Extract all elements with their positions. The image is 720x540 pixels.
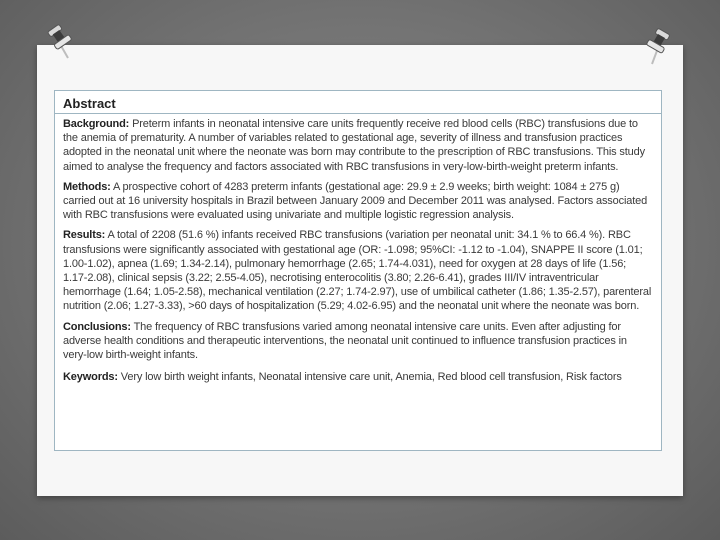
methods-section bbox=[63, 180, 653, 223]
keywords-heading: Keywords: bbox=[63, 371, 118, 384]
conclusions-text: The frequency of RBC transfusions varied among neonatal intensive care units. Even after adjusting for adverse health conditions and therapeutic interventions, the neonatal unit continued to influence transfusion practices in very-low birth-weight infants. bbox=[63, 320, 627, 362]
pushpin-icon bbox=[38, 20, 82, 64]
pushpin-icon bbox=[636, 24, 680, 68]
background-text: Preterm infants in neonatal intensive care units frequently receive red blood cells (RBC) transfusions due to the anemia of prematurity. A number of variables related to gestational age, severity of illness and transfusion practices adopted in the neonatal unit where the neonate was born may contribute to the prescription of RBC transfusions. This study aimed to analyse the frequency and factors associated with RBC transfusions in very-low-birth-weight preterm infants. bbox=[63, 118, 645, 173]
abstract-box bbox=[54, 90, 662, 451]
results-heading: Results: bbox=[63, 229, 106, 242]
keywords-text: Very low birth weight infants, Neonatal intensive care unit, Anemia, Red blood cell transfusion, Risk factors bbox=[120, 371, 622, 384]
title-divider bbox=[55, 113, 661, 114]
methods-text: A prospective cohort of 4283 preterm infants (gestational age: 29.9 ± 2.9 weeks; birth weight: 1084 ± 275 g) carried out at 16 university hospitals in Brazil between January 2009 and December 2011 was analysed. Factors associated with RBC transfusions were evaluated using univariate and multiple logistic regression analysis. bbox=[63, 180, 648, 222]
conclusions-section bbox=[63, 320, 653, 363]
conclusions-heading: Conclusions: bbox=[63, 320, 131, 333]
abstract-title: Abstract bbox=[63, 96, 116, 111]
methods-heading: Methods: bbox=[63, 180, 111, 193]
results-text: A total of 2208 (51.6 %) infants received RBC transfusions (variation per neonatal unit: 34.1 % to 66.4 %). RBC transfusions were significantly associated with gestational age (OR: -1.098; 95%CI: -1.12 to -1.04), SNAPPE II score (1.01; 1.00-1.02), apnea (1.69; 1.34-2.14), pulmonary hemorrhage (2.65; 1.74-4.031), need for oxygen at 28 days of life (1.56; 1.17-2.08), clinical sepsis (3.22; 2.55-4.05), necrotising enterocolitis (3.80; 2.26-6.41), grades III/IV intraventricular hemorrhage (1.64; 1.05-2.58), mechanical ventilation (2.27; 1.74-2.97), use of umbilical catheter (1.86; 1.35-2.57), parenteral nutrition (2.06; 1.27-3.33), >60 days of hospitalization (5.29; 4.02-6.95) and the neonatal unit where the neonate was born. bbox=[63, 229, 652, 313]
results-section bbox=[63, 228, 653, 313]
background-heading: Background: bbox=[63, 118, 130, 130]
background-section bbox=[63, 117, 653, 174]
keywords-section bbox=[63, 370, 653, 384]
